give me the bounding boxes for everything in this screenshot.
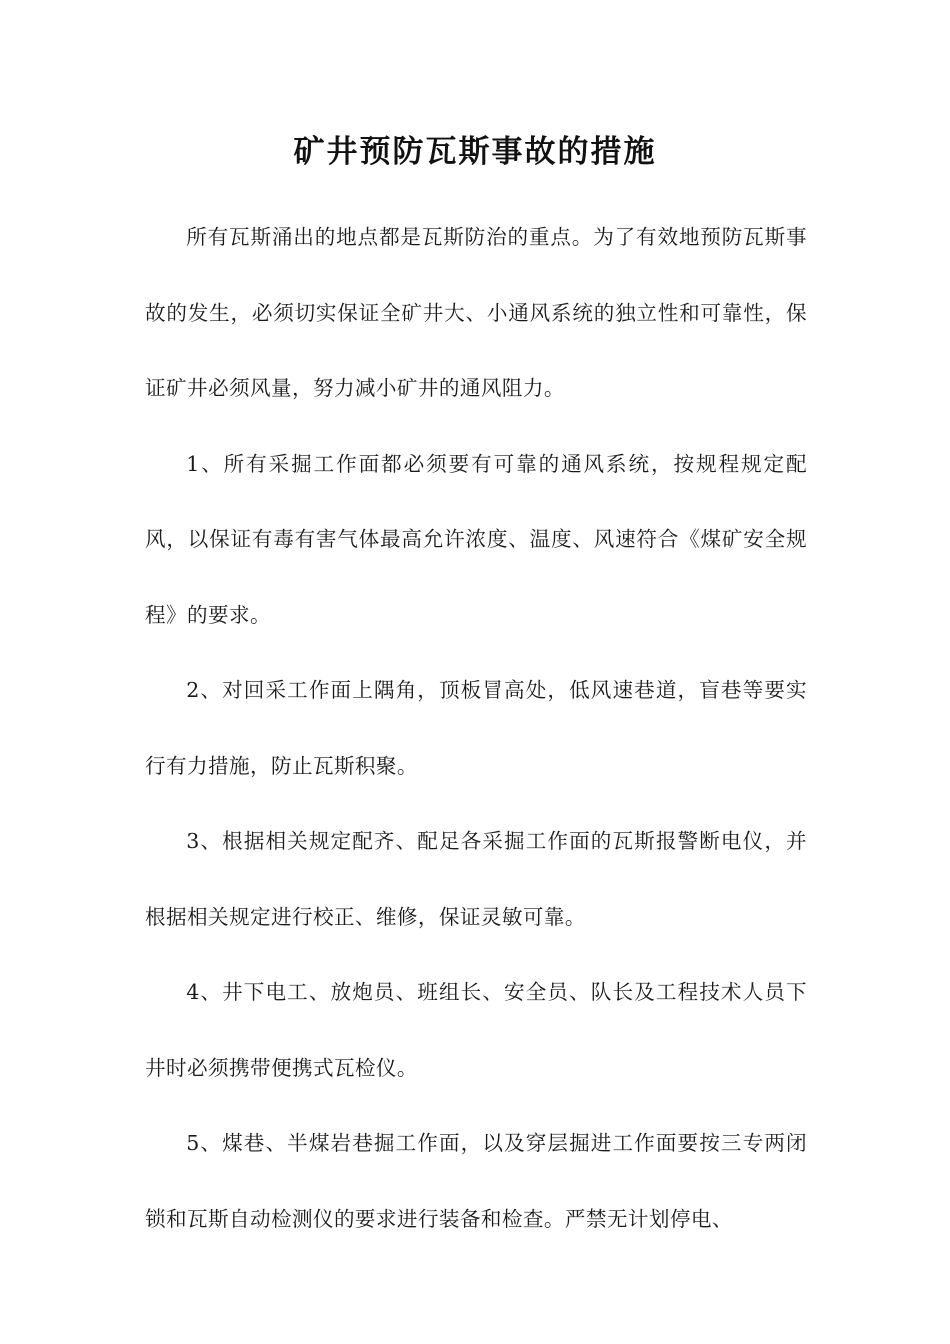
document-title: 矿井预防瓦斯事故的措施 (293, 134, 657, 170)
paragraph-item-1: 1、所有采掘工作面都必须要有可靠的通风系统，按规程规定配风，以保证有毒有害气体最高允许浓度、温度、风速符合《煤矿安全规程》的要求。 (145, 451, 807, 627)
document-body (145, 200, 807, 1257)
paragraph-item-2: 2、对回采工作面上隅角，顶板冒高处，低风速巷道，盲巷等要实行有力措施，防止瓦斯积聚。 (145, 678, 807, 778)
paragraph-item-5: 5、煤巷、半煤岩巷掘工作面，以及穿层掘进工作面要按三专两闭锁和瓦斯自动检测仪的要求进行装备和检查。严禁无计划停电、 (145, 1131, 807, 1231)
paragraph-intro: 所有瓦斯涌出的地点都是瓦斯防治的重点。为了有效地预防瓦斯事故的发生，必须切实保证全矿井大、小通风系统的独立性和可靠性，保证矿井必须风量，努力减小矿井的通风阻力。 (145, 225, 807, 400)
paragraph-item-3: 3、根据相关规定配齐、配足各采掘工作面的瓦斯报警断电仪，并根据相关规定进行校正、维修，保证灵敏可靠。 (145, 829, 807, 929)
paragraph-item-4: 4、井下电工、放炮员、班组长、安全员、队长及工程技术人员下井时必须携带便携式瓦检仪。 (145, 980, 807, 1080)
